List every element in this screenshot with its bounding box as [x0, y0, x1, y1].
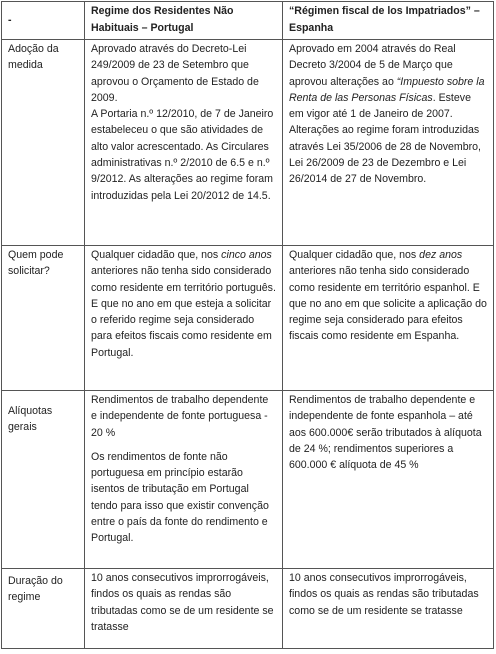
cell-text: 10 anos consecutivos improrrogáveis, findos os quais as rendas são tributadas como se de um residente se tratasse: [289, 572, 479, 617]
header-portugal: Regime dos Residentes Não Habituais – Portugal: [85, 2, 283, 40]
cell-text: Qualquer cidadão que, nos dez anos anteriores não tenha sido considerado como residente em território espanhol. E que no ano em que solicite a aplicação do regime seja considerado para efeitos fiscais como residente em Espanha.: [289, 249, 487, 343]
comparison-table: [1, 1, 494, 649]
cell-text: Qualquer cidadão que, nos cinco anos anteriores não tenha sido considerado como residente em território português. E que no ano em que esteja a solicitar o referido regime seja considerado para efeitos fiscais como residente em Portugal.: [91, 249, 276, 359]
cell-quem-portugal: [85, 246, 283, 391]
cell-duracao-espanha: [283, 569, 494, 649]
row-label-adocao: Adoção da medida: [2, 40, 85, 246]
table-row-aliquotas: [2, 391, 494, 569]
cell-duracao-portugal: [85, 569, 283, 649]
cell-text: Rendimentos de trabalho dependente e independente de fonte espanhola – até aos 600.000€ serão tributados à alíquota de 24 %; rendimentos superiores a 600.000 € alíquota de 45 %: [289, 394, 482, 472]
cell-text: Rendimentos de trabalho dependente e independente de fonte portuguesa - 20 %: [91, 394, 269, 439]
cell-quem-espanha: [283, 246, 494, 391]
cell-text: A Portaria n.º 12/2010, de 7 de Janeiro estabeleceu o que são atividades de alto valor acrescentado. As Circulares administrativas n.º 2/2010 de 6.5 e n.º 9/2012. As alterações ao regime foram introduzidas pela Lei 20/2012 de 14.5.: [91, 108, 274, 202]
table-row-adocao: [2, 40, 494, 246]
table-row-duracao: [2, 569, 494, 649]
cell-text: Alterações ao regime foram introduzidas através Lei 35/2006 de 28 de Novembro, Lei 26/2009 de 23 de Dezembro e Lei 26/2014 de 27 de Novembro.: [289, 124, 481, 186]
cell-text: Aprovado através do Decreto-Lei 249/2009 de 23 de Setembro que aprovou o Orçamento de Estado de 2009.: [91, 43, 259, 104]
cell-adocao-portugal: [85, 40, 283, 246]
cell-text: Aprovado em 2004 através do Real Decreto 3/2004 de 5 de Março que aprovou alterações ao “Impuesto sobre la Renta de las Personas Físicas. Esteve em vigor até 1 de Janeiro de 2007.: [289, 43, 485, 121]
cell-aliquotas-espanha: [283, 391, 494, 569]
row-label-duracao: Duração do regime: [2, 569, 85, 649]
table-row-quem: [2, 246, 494, 391]
cell-text: Os rendimentos de fonte não portuguesa em princípio estarão isentos de tributação em Portugal tendo para isso que existir convenção entre o país da fonte do rendimento e Portugal.: [91, 450, 269, 545]
header-espanha: “Régimen fiscal de los Impatriados” – Espanha: [283, 2, 494, 40]
header-empty-cell: -: [2, 2, 85, 40]
cell-adocao-espanha: [283, 40, 494, 246]
header-row: [2, 2, 494, 40]
row-label-quem: Quem pode solicitar?: [2, 246, 85, 391]
cell-aliquotas-portugal: [85, 391, 283, 569]
row-label-aliquotas: Alíquotas gerais: [2, 391, 85, 569]
cell-text: 10 anos consecutivos improrrogáveis, findos os quais as rendas são tributadas como se de um residente se tratasse: [91, 572, 274, 633]
